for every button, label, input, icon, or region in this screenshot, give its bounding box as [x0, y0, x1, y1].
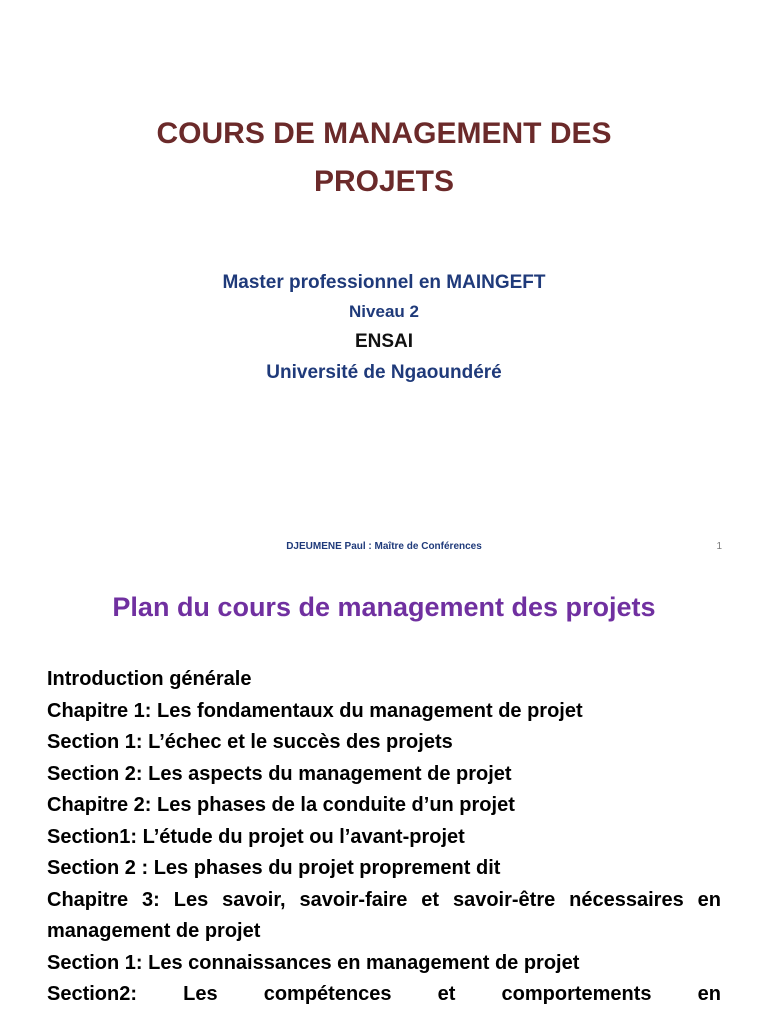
- plan-item-intro: Introduction générale: [47, 668, 252, 690]
- university-name: Université de Ngaoundéré: [266, 362, 502, 383]
- page-number: 1: [716, 541, 722, 552]
- plan-item-ch1-section-1: Section 1: L’échec et le succès des projets: [47, 731, 453, 753]
- plan-item-ch2-section-1: Section1: L’étude du projet ou l’avant-projet: [47, 825, 465, 848]
- plan-item-ch2-section-2: Section 2 : Les phases du projet proprement dit: [47, 857, 501, 879]
- plan-title: Plan du cours de management des projets: [112, 592, 656, 622]
- program-name: Master professionnel en MAINGEFT: [222, 272, 546, 293]
- plan-item-ch1-section-2: Section 2: Les aspects du management de projet: [47, 762, 512, 785]
- footer-author: DJEUMENE Paul : Maître de Conférences: [286, 541, 482, 552]
- plan-item-chapter-3: Chapitre 3: Les savoir, savoir-faire et savoir-être nécessaires en management de projet: [47, 888, 721, 942]
- plan-item-ch3-section-2: Section2: Les compétences et comportements en: [47, 983, 721, 1005]
- course-subtitle: [84, 268, 684, 388]
- course-title-line-1: COURS DE MANAGEMENT DES: [156, 117, 612, 150]
- plan-item-chapter-2: Chapitre 2: Les phases de la conduite d’un projet: [47, 794, 515, 816]
- course-title: [84, 110, 684, 206]
- course-title-line-2: PROJETS: [313, 165, 455, 198]
- level-label: Niveau 2: [349, 302, 419, 321]
- plan-item-ch3-section-1: Section 1: Les connaissances en management de projet: [47, 951, 580, 974]
- school-name: ENSAI: [354, 331, 414, 352]
- plan-list: [47, 664, 721, 1011]
- slide-footer: [0, 541, 768, 557]
- plan-item-chapter-1: Chapitre 1: Les fondamentaux du management de projet: [47, 699, 583, 722]
- slide-2: [0, 576, 768, 1024]
